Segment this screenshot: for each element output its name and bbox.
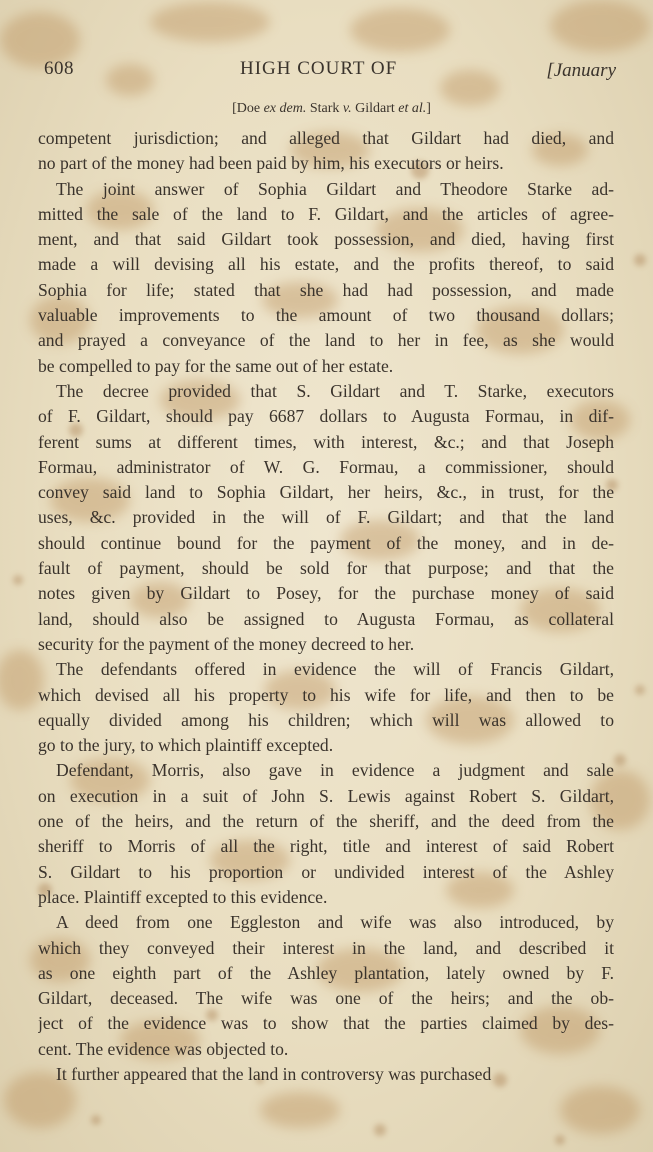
paragraph-start-line: The decree provided that S. Gildart and T. Starke, executors xyxy=(56,380,614,401)
paragraph-start-line: The defendants offered in evidence the will of Francis Gildart, xyxy=(56,659,614,680)
text-line: no part of the money had been paid by him, his executors or heirs. xyxy=(38,153,504,174)
text-line: uses, &c. provided in the will of F. Gildart; and that the land xyxy=(38,507,614,528)
case-caption xyxy=(0,101,653,117)
paragraph-start-line: Defendant, Morris, also gave in evidence a judgment and sale xyxy=(56,760,614,781)
term-label: [January xyxy=(546,60,616,81)
text-line: cent. The evidence was objected to. xyxy=(38,1038,289,1059)
text-line: valuable improvements to the amount of two thousand dollars; xyxy=(38,305,614,326)
text-line: and prayed a conveyance of the land to her in fee, as she would xyxy=(38,330,614,351)
text-line: which they conveyed their interest in the land, and described it xyxy=(38,937,614,958)
running-title: HIGH COURT OF xyxy=(240,58,398,79)
text-line: security for the payment of the money decreed to her. xyxy=(38,633,415,654)
text-line: competent jurisdiction; and alleged that Gildart had died, and xyxy=(38,128,614,148)
text-line: on execution in a suit of John S. Lewis against Robert S. Gildart, xyxy=(38,785,614,806)
caption-italic-et-al: et al. xyxy=(398,101,427,116)
text-line: which devised all his property to his wife for life, and then to be xyxy=(38,684,614,705)
text-line: convey said land to Sophia Gildart, her heirs, &c., in trust, for the xyxy=(38,482,614,503)
text-line: sheriff to Morris of all the right, title and interest of said Robert xyxy=(38,836,614,857)
text-line: land, should also be assigned to Augusta Formau, as collateral xyxy=(38,608,614,629)
text-line: place. Plaintiff excepted to this evidence. xyxy=(38,886,328,907)
paragraph-start-line: It further appeared that the land in controversy was purchased xyxy=(56,1063,492,1084)
text-line: Sophia for life; stated that she had had possession, and made xyxy=(38,279,614,300)
text-line: Formau, administrator of W. G. Formau, a commissioner, should xyxy=(38,456,614,477)
page-number: 608 xyxy=(44,58,74,79)
text-line: be compelled to pay for the same out of her estate. xyxy=(38,355,394,376)
paragraph-start-line: A deed from one Eggleston and wife was also introduced, by xyxy=(56,912,614,933)
body-text xyxy=(38,126,614,1087)
running-header xyxy=(44,58,616,88)
text-line: one of the heirs, and the return of the sheriff, and the deed from the xyxy=(38,811,614,832)
caption-close: ] xyxy=(426,101,431,116)
text-line: ject of the evidence was to show that the parties claimed by des- xyxy=(38,1013,614,1034)
text-line: ment, and that said Gildart took possession, and died, having first xyxy=(38,229,614,250)
text-line: should continue bound for the payment of the money, and in de- xyxy=(38,532,614,553)
text-line: S. Gildart to his proportion or undivided interest of the Ashley xyxy=(38,861,614,882)
text-line: fault of payment, should be sold for that purpose; and that the xyxy=(38,558,614,579)
text-line: made a will devising all his estate, and the profits thereof, to said xyxy=(38,254,614,275)
text-line: of F. Gildart, should pay 6687 dollars to Augusta Formau, in dif- xyxy=(38,406,614,427)
text-line: ferent sums at different times, with interest, &c.; and that Joseph xyxy=(38,431,614,452)
text-line: equally divided among his children; which will was allowed to xyxy=(38,709,614,730)
paragraph-start-line: The joint answer of Sophia Gildart and Theodore Starke ad- xyxy=(56,178,614,199)
caption-defendant: Gildart xyxy=(351,101,399,116)
text-line: notes given by Gildart to Posey, for the purchase money of said xyxy=(38,583,614,604)
text-line: as one eighth part of the Ashley plantation, lately owned by F. xyxy=(38,962,614,983)
caption-open: [Doe xyxy=(232,101,264,116)
caption-italic-ex-dem: ex dem. xyxy=(263,101,307,116)
text-line: mitted the sale of the land to F. Gildart, and the articles of agree- xyxy=(38,203,614,224)
caption-italic-versus: v. xyxy=(342,101,352,116)
text-line: Gildart, deceased. The wife was one of the heirs; and the ob- xyxy=(38,988,614,1009)
text-line: go to the jury, to which plaintiff excepted. xyxy=(38,735,334,756)
caption-plaintiff: Stark xyxy=(306,101,343,116)
